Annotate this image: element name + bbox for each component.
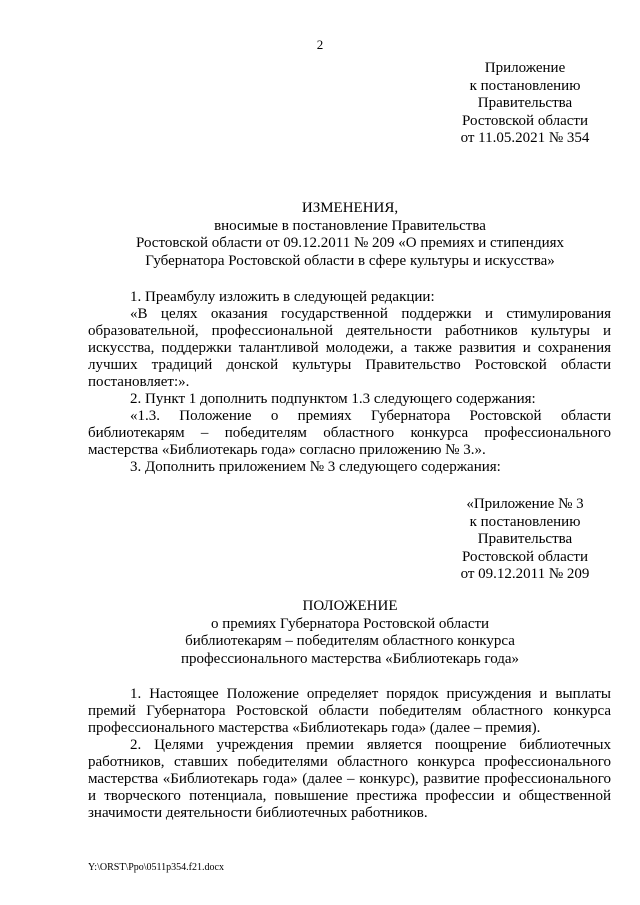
paragraph: 3. Дополнить приложением № 3 следующего содержания: [130,459,501,475]
changes-title-block [0,200,640,270]
changes-subtitle-line: вносимые в постановление Правительства [214,217,486,234]
regulation-title-block [0,598,640,668]
changes-body [88,289,611,476]
paragraph: 2. Пункт 1 дополнить подпунктом 1.3 следующего содержания: [130,391,536,407]
paragraph: 2. Целями учреждения премии является поощрение библиотечных работников, ставших победителями областного конкурса профессионального мастерства «Библиотекарь года» (далее – конкурс), развитие профессионального и творческого потенциала, повышение престижа профессии и общественной значимости деятельности библиотечных работников. [88,737,611,821]
footer-file-path: Y:\ORST\Ppo\0511p354.f21.docx [88,862,224,873]
appendix-line: «Приложение № 3 [466,496,584,512]
paragraph: 1. Настоящее Положение определяет порядок присуждения и выплаты премий Губернатора Ростовской области победителям областного конкурса профессионального мастерства «Библиотекарь года» (далее – премия). [88,686,611,736]
appendix-line: Ростовской области [462,112,588,129]
changes-subtitle-line: Губернатора Ростовской области в сфере культуры и искусства» [145,252,555,269]
paragraph: 1. Преамбулу изложить в следующей редакции: [130,289,435,305]
regulation-subtitle-line: библиотекарям – победителям областного конкурса [185,633,515,649]
regulation-body [88,686,611,822]
appendix-line: от 11.05.2021 № 354 [460,130,590,146]
appendix-line: Приложение [484,60,566,76]
regulation-subtitle-line: о премиях Губернатора Ростовской области [210,615,490,632]
page-number: 2 [316,37,324,52]
appendix-line: к постановлению [469,77,581,94]
paragraph: «1.3. Положение о премиях Губернатора Ростовской области библиотекарям – победителям областного конкурса профессионального мастерства «Библиотекарь года» согласно приложению № 3.». [88,408,611,458]
appendix-header-inner [440,496,610,584]
appendix-header-top [440,60,610,148]
appendix-line: к постановлению [469,513,581,530]
paragraph: «В целях оказания государственной поддержки и стимулирования образовательной, профессиональной деятельности работников культуры и искусства, поддержки талантливой молодежи, а также развития и сохранения лучших традиций донской культуры Правительство Ростовской области постановляет:». [88,306,611,390]
appendix-line: от 09.12.2011 № 209 [460,566,590,582]
appendix-line: Правительства [477,531,573,547]
regulation-heading: ПОЛОЖЕНИЕ [302,598,398,614]
appendix-line: Ростовской области [462,548,588,565]
changes-heading: ИЗМЕНЕНИЯ, [301,200,399,216]
changes-subtitle-line: Ростовской области от 09.12.2011 № 209 «О премиях и стипендиях [135,235,565,251]
regulation-subtitle-line: профессионального мастерства «Библиотекарь года» [180,650,520,667]
appendix-line: Правительства [477,95,573,111]
